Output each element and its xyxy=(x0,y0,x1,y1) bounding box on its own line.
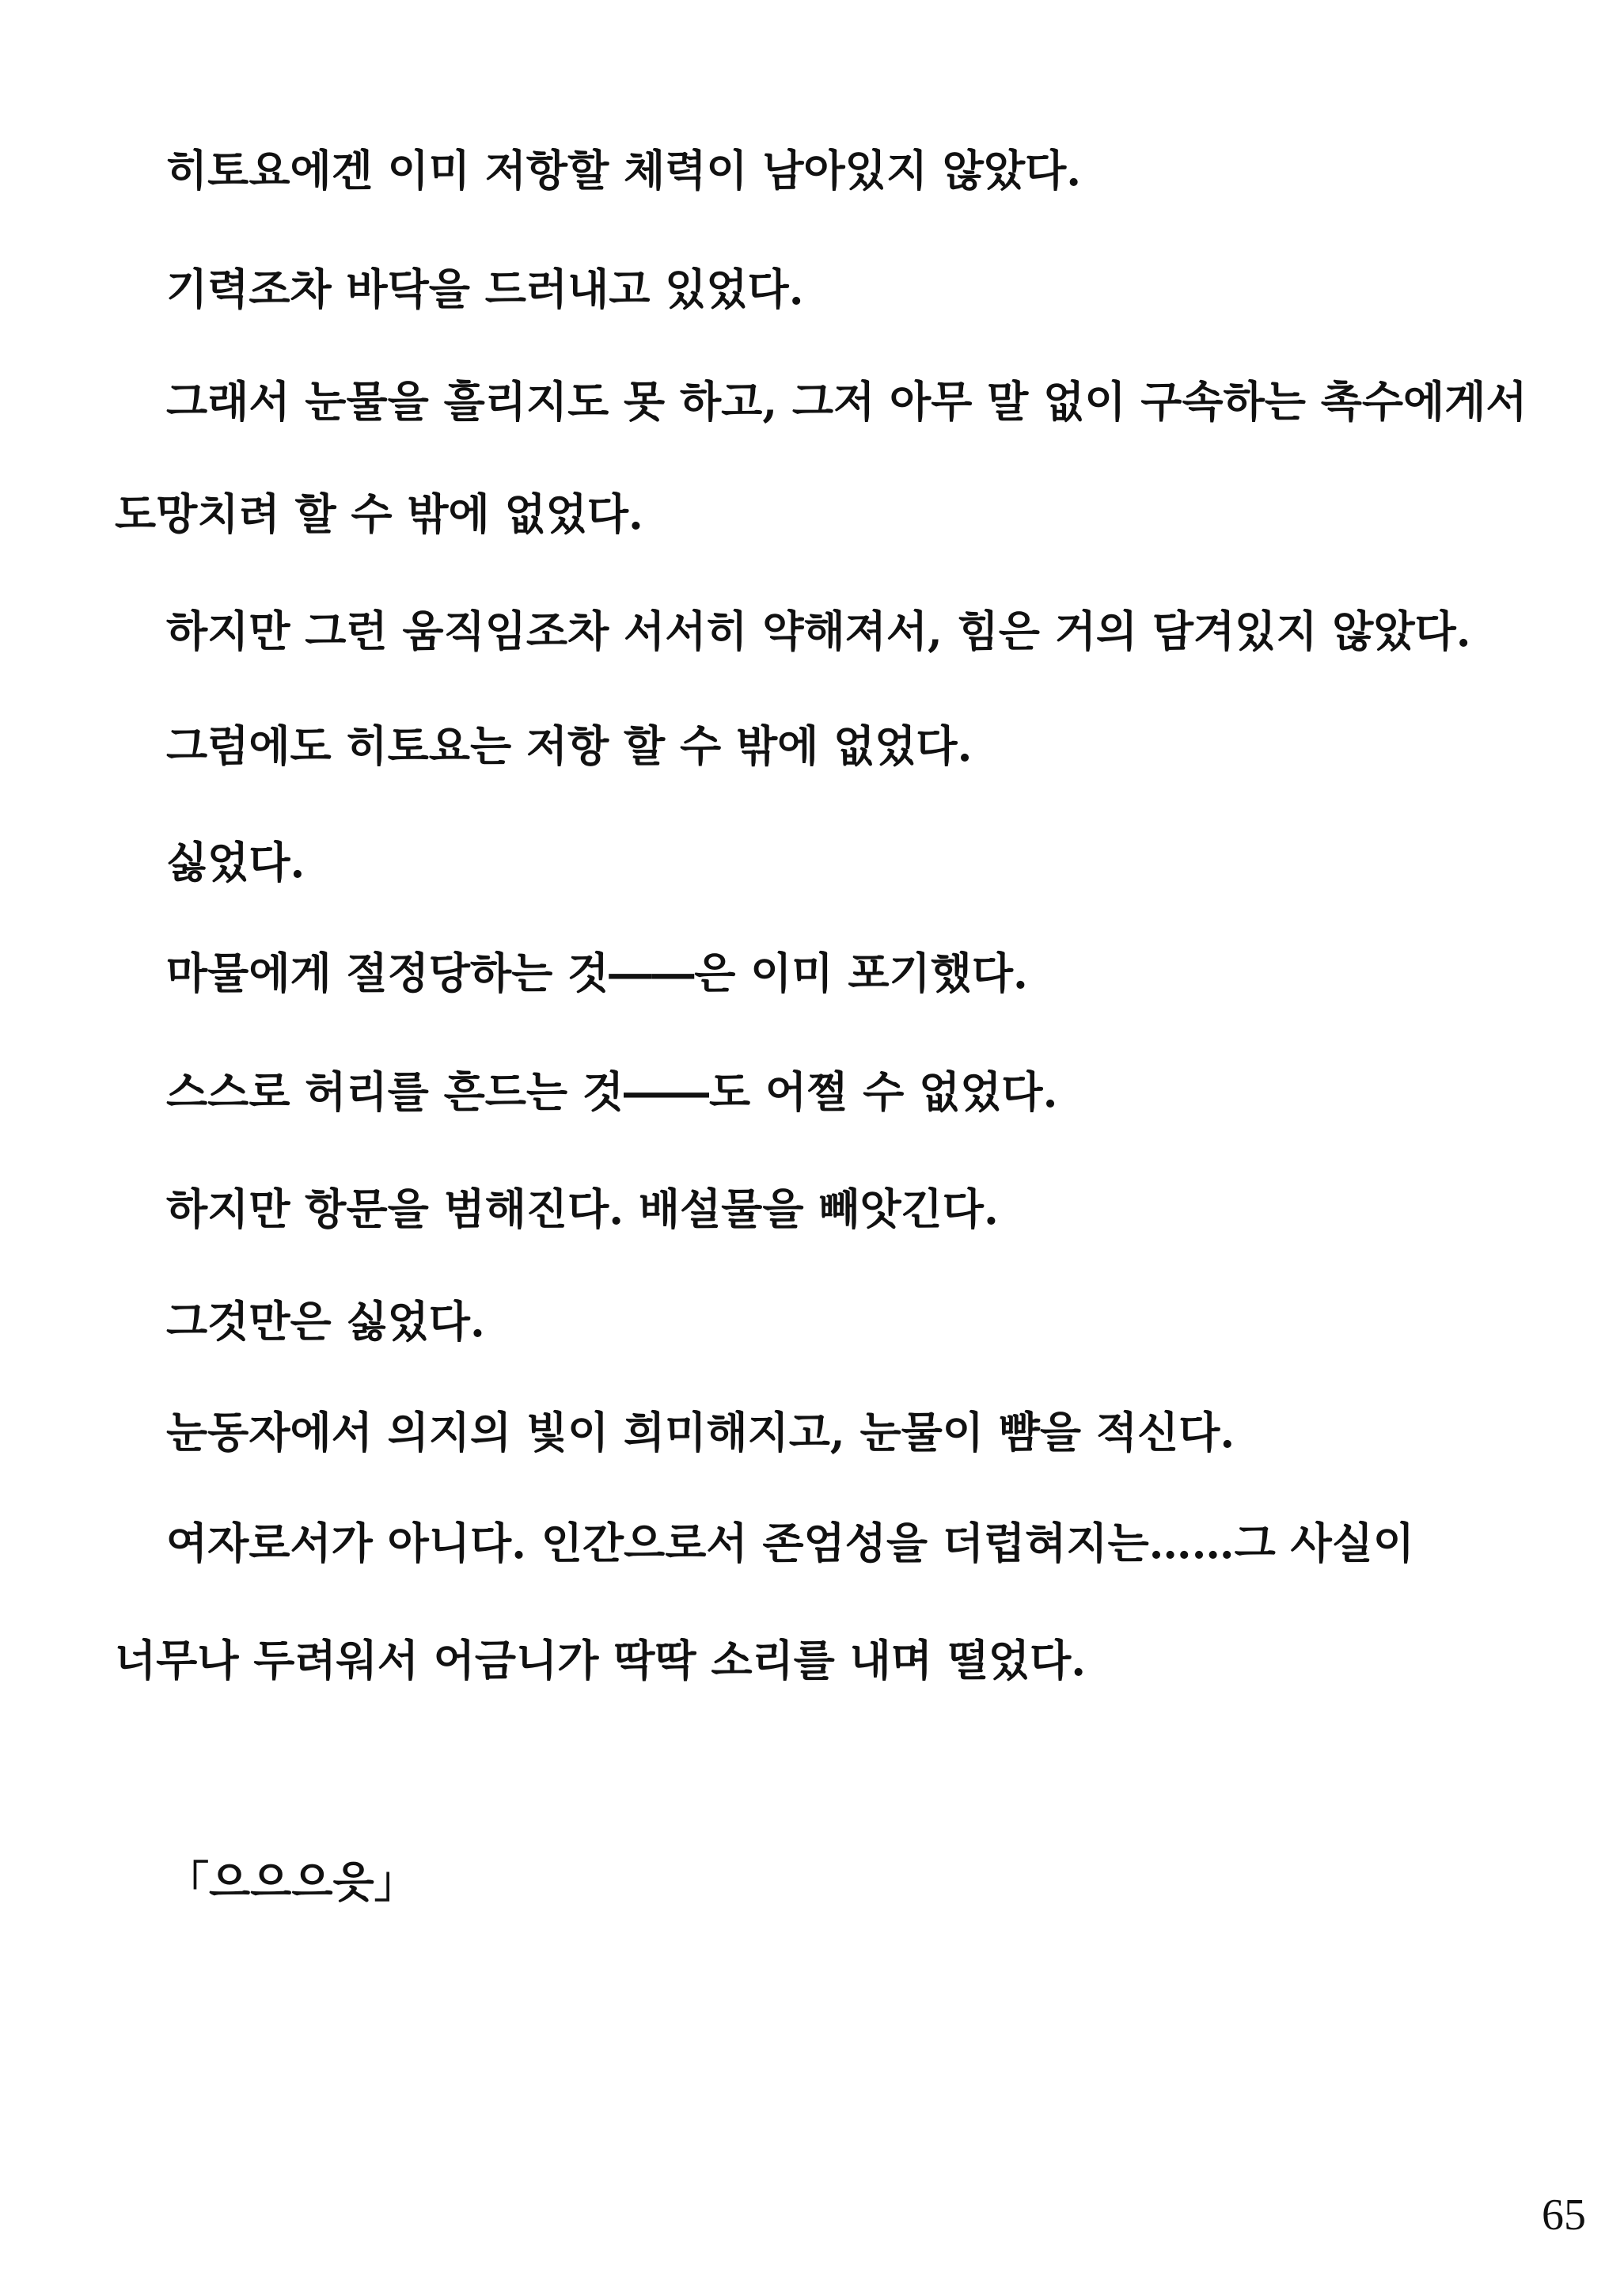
text-line: 그래서 눈물을 흘리지도 못 하고, 그저 아무 말 없이 구속하는 촉수에게서 xyxy=(166,376,1527,427)
page-number: 65 xyxy=(1542,2191,1586,2240)
text-line: 여자로서가 아니다. 인간으로서 존엄성을 더럽혀지는……그 사실이 xyxy=(166,1518,1415,1568)
text-line: 하지만 그런 움직임조차 서서히 약해져서, 힘은 거의 담겨있지 않았다. xyxy=(166,606,1471,656)
dialogue-line: 「으으으읏」 xyxy=(166,1856,417,1907)
text-line: 도망치려 할 수 밖에 없었다. xyxy=(115,488,643,539)
text-line: 싫었다. xyxy=(166,837,305,887)
text-line: 마물에게 절정당하는 것――은 이미 포기했다. xyxy=(166,948,1028,998)
text-line: 스스로 허리를 흔드는 것――도 어쩔 수 없었다. xyxy=(166,1066,1058,1117)
text-line: 하지만 항문을 범해진다. 배설물을 빼앗긴다. xyxy=(166,1184,999,1234)
text-line: 눈동자에서 의지의 빛이 희미해지고, 눈물이 뺨을 적신다. xyxy=(166,1407,1235,1457)
text-line: 히토요에겐 이미 저항할 체력이 남아있지 않았다. xyxy=(166,145,1082,196)
text-line: 기력조차 바닥을 드러내고 있었다. xyxy=(166,264,804,314)
text-line: 그럼에도 히토요는 저항 할 수 밖에 없었다. xyxy=(166,720,973,771)
text-line: 너무나 두려워서 어금니가 딱딱 소리를 내며 떨었다. xyxy=(115,1635,1087,1685)
text-line: 그것만은 싫었다. xyxy=(166,1296,485,1347)
